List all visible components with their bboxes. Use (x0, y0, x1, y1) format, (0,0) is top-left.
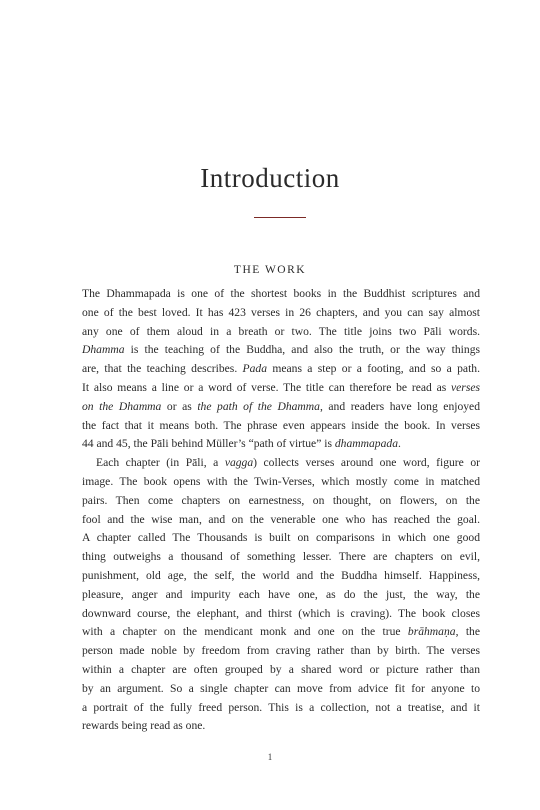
paragraph-2-line: with a chapter on the mendicant monk and one on the true brāhmaṇa, the (82, 625, 480, 639)
section-heading: THE WORK (233, 264, 307, 276)
paragraph-2-line: pleasure, anger and impurity each have one, as do the just, the way, the (82, 587, 480, 601)
body-text (82, 285, 480, 736)
paragraph-2-line: image. The book opens with the Twin-Verses, which mostly come in matched (82, 474, 480, 488)
chapter-title: Introduction (200, 163, 340, 193)
paragraph-2-line: thing outweighs a thousand of something lesser. There are chapters on evil, (82, 550, 480, 564)
paragraph-2-line: Each chapter (in Pāli, a vagga) collects verses around one word, figure or (96, 456, 480, 470)
paragraph-1-line: It also means a line or a word of verse. The title can therefore be read as verses (82, 380, 480, 394)
paragraph-2-line: downward course, the elephant, and thirst (which is craving). The book closes (82, 606, 480, 620)
paragraph-1-line: 44 and 45, the Pāli behind Müller’s “path of virtue” is dhammapada. (82, 437, 401, 451)
page-number: 1 (267, 752, 273, 762)
paragraph-2-line: rewards being read as one. (82, 719, 206, 733)
paragraph-1-line: one of the best loved. It has 423 verses in 26 chapters, and you can say almost (82, 305, 480, 319)
paragraph-2-line: a portrait of the fully freed person. This is a collection, not a treatise, and it (82, 700, 480, 714)
paragraph-1-line: the fact that it means both. The phrase even appears inside the book. In verses (82, 418, 480, 432)
paragraph-1-line: are, that the teaching describes. Pada means a step or a footing, and so a path. (82, 362, 480, 376)
paragraph-2-line: pairs. Then come chapters on earnestness, on thought, on flowers, on the (82, 493, 480, 507)
paragraph-1-line: Dhamma is the teaching of the Buddha, and also the truth, or the way things (82, 343, 480, 357)
paragraph-2-line: by an argument. So a single chapter can move from advice fit for anyone to (82, 681, 480, 695)
title-rule-divider (254, 217, 306, 218)
paragraph-1-line: on the Dhamma or as the path of the Dhamma, and readers have long enjoyed (82, 399, 480, 413)
paragraph-1-line: any one of them aloud in a breath or two. The title joins two Pāli words. (82, 324, 480, 338)
paragraph-1-line: The Dhammapada is one of the shortest books in the Buddhist scriptures and (82, 287, 480, 300)
paragraph-2-line: person made noble by freedom from craving rather than by birth. The verses (82, 644, 480, 658)
paragraph-2-line: within a chapter are often grouped by a shared word or picture rather than (82, 662, 480, 676)
paragraph-2-line: fool and the wise man, and on the venerable one who has reached the goal. (82, 512, 480, 526)
paragraph-2-line: punishment, old age, the self, the world and the Buddha himself. Happiness, (82, 568, 480, 582)
paragraph-2-line: A chapter called The Thousands is built on comparisons in which one good (82, 531, 480, 545)
